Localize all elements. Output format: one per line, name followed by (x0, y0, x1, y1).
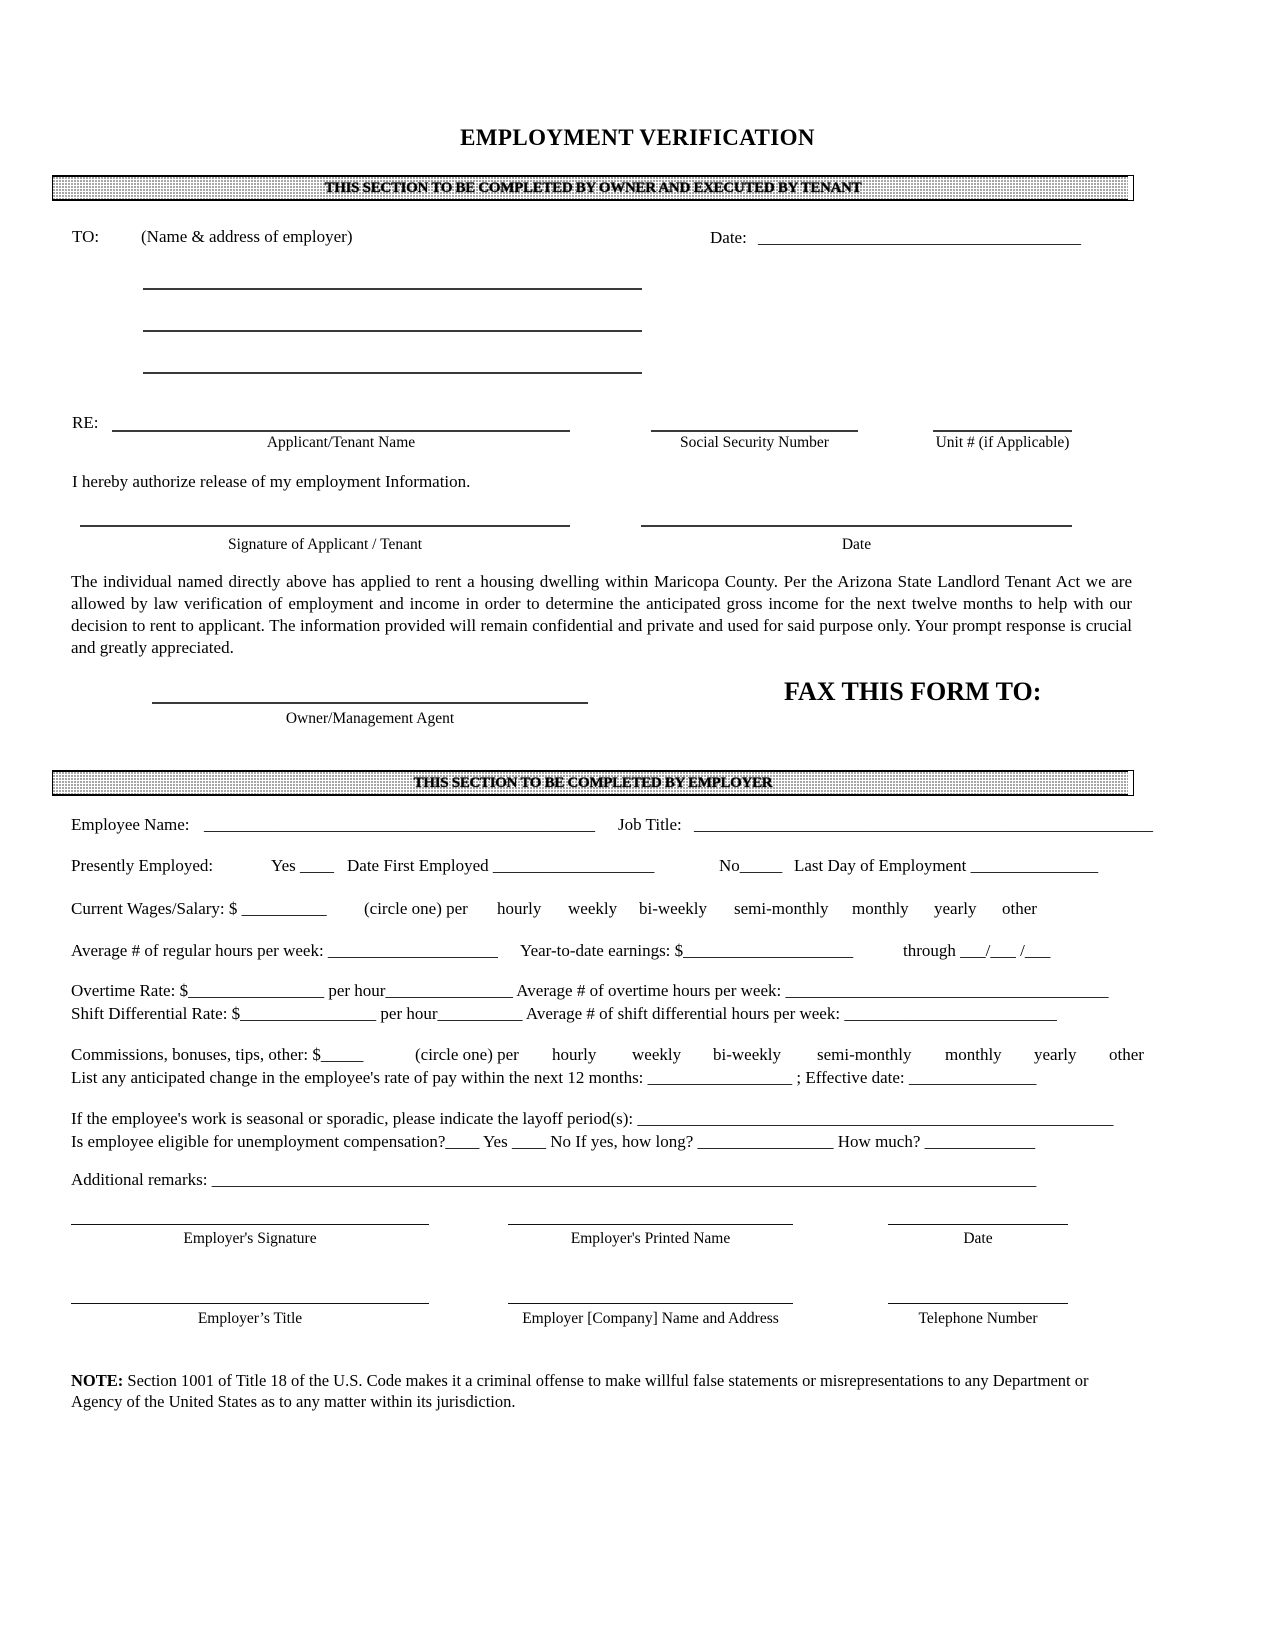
additional-remarks-field[interactable]: Additional remarks: _________________________________________________________________________________________________ (71, 1170, 1037, 1189)
pay-period-monthly-2[interactable]: monthly (945, 1045, 1002, 1064)
unit-number-caption: Unit # (if Applicable) (935, 434, 1070, 451)
legal-note-text: Section 1001 of Title 18 of the U.S. Code makes it a criminal offense to make willful false statements or misrepresentations to any Department or Agency of the United States as to any matter within its jurisdiction. (71, 1371, 1089, 1412)
pay-period-other-2[interactable]: other (1109, 1045, 1144, 1064)
employer-date-caption: Date (963, 1230, 993, 1247)
average-regular-hours-field[interactable]: Average # of regular hours per week: ____________________ (71, 941, 498, 960)
applicant-signature-line[interactable] (80, 525, 570, 527)
employer-section-banner-label: THIS SECTION TO BE COMPLETED BY EMPLOYER (413, 774, 773, 791)
legal-note (71, 1370, 1133, 1412)
pay-period-hourly-2[interactable]: hourly (552, 1045, 597, 1064)
pay-period-semimonthly-1[interactable]: semi-monthly (734, 899, 829, 918)
to-hint: (Name & address of employer) (141, 227, 353, 246)
employer-title-caption: Employer’s Title (197, 1310, 303, 1327)
ssn-line[interactable] (651, 430, 858, 432)
applicant-signature-date-caption: Date (841, 536, 872, 553)
employer-section-banner (52, 770, 1134, 796)
date-field[interactable]: ______________________________________ (758, 228, 1081, 247)
pay-period-hourly-1[interactable]: hourly (497, 899, 542, 918)
ssn-caption: Social Security Number (680, 434, 829, 451)
employer-date-line[interactable] (888, 1224, 1068, 1225)
unemployment-eligibility-field[interactable]: Is employee eligible for unemployment compensation?____ Yes ____ No If yes, how long? ________________ How much? _____________ (71, 1132, 1036, 1151)
shift-differential-rate-field[interactable]: Shift Differential Rate: $________________ per hour__________ Average # of shift differential hours per week: _________________________ (71, 1004, 1057, 1023)
pay-period-biweekly-1[interactable]: bi-weekly (639, 899, 707, 918)
current-wages-label[interactable]: Current Wages/Salary: $ __________ (71, 899, 327, 918)
employer-signature-caption: Employer's Signature (183, 1230, 317, 1247)
date-label: Date: (710, 228, 747, 247)
employer-printed-name-caption: Employer's Printed Name (570, 1230, 731, 1247)
applicant-signature-caption: Signature of Applicant / Tenant (227, 536, 423, 553)
presently-employed-no[interactable]: No_____ (719, 856, 783, 875)
pay-period-other-1[interactable]: other (1002, 899, 1037, 918)
owner-agent-line[interactable] (152, 702, 588, 704)
employer-title-line[interactable] (71, 1303, 429, 1304)
to-label: TO: (72, 227, 100, 246)
employer-address-line-2[interactable] (143, 330, 642, 332)
employee-name-field[interactable]: ______________________________________________ (204, 815, 595, 834)
job-title-field[interactable]: ______________________________________________________ (694, 815, 1153, 834)
presently-employed-label: Presently Employed: (71, 856, 214, 875)
applicant-name-caption: Applicant/Tenant Name (266, 434, 416, 451)
pay-period-semimonthly-2[interactable]: semi-monthly (817, 1045, 912, 1064)
re-label: RE: (72, 413, 99, 432)
pay-period-weekly-2[interactable]: weekly (632, 1045, 682, 1064)
applicant-signature-date-line[interactable] (641, 525, 1072, 527)
telephone-number-caption: Telephone Number (918, 1310, 1038, 1327)
circle-one-per-label-1: (circle one) per (364, 899, 468, 918)
employer-printed-name-line[interactable] (508, 1224, 793, 1225)
pay-period-yearly-1[interactable]: yearly (934, 899, 977, 918)
telephone-number-line[interactable] (888, 1303, 1068, 1304)
pay-period-weekly-1[interactable]: weekly (568, 899, 618, 918)
employer-signature-line[interactable] (71, 1224, 429, 1225)
authorization-statement: I hereby authorize release of my employment Information. (72, 472, 471, 491)
anticipated-pay-change-field[interactable]: List any anticipated change in the employee's rate of pay within the next 12 months: _________________ ; Effective date: _______________ (71, 1068, 1037, 1087)
applicant-name-line[interactable] (112, 430, 570, 432)
employee-name-label: Employee Name: (71, 815, 190, 834)
owner-section-banner-cap (1128, 175, 1134, 201)
pay-period-monthly-1[interactable]: monthly (852, 899, 909, 918)
employer-address-line-1[interactable] (143, 288, 642, 290)
employer-section-banner-cap (1128, 770, 1134, 796)
pay-period-biweekly-2[interactable]: bi-weekly (713, 1045, 781, 1064)
job-title-label: Job Title: (618, 815, 682, 834)
unit-number-line[interactable] (933, 430, 1072, 432)
owner-agent-caption: Owner/Management Agent (285, 710, 455, 727)
page-title: EMPLOYMENT VERIFICATION (460, 125, 815, 150)
through-date-field[interactable]: through ___/___ /___ (903, 941, 1051, 960)
company-name-line[interactable] (508, 1303, 793, 1304)
fax-heading: FAX THIS FORM TO: (784, 677, 1042, 706)
overtime-rate-field[interactable]: Overtime Rate: $________________ per hour_______________ Average # of overtime hours per week: ______________________________________ (71, 981, 1109, 1000)
circle-one-per-label-2: (circle one) per (415, 1045, 519, 1064)
commissions-label[interactable]: Commissions, bonuses, tips, other: $_____ (71, 1045, 364, 1064)
owner-section-banner (52, 175, 1134, 201)
ytd-earnings-field[interactable]: Year-to-date earnings: $____________________ (520, 941, 854, 960)
employer-address-line-3[interactable] (143, 372, 642, 374)
legal-note-prefix: NOTE: (71, 1371, 124, 1390)
seasonal-layoff-field[interactable]: If the employee's work is seasonal or sporadic, please indicate the layoff period(s): ________________________________________________________ (71, 1109, 1114, 1128)
last-day-of-employment-field[interactable]: Last Day of Employment _______________ (794, 856, 1099, 875)
pay-period-yearly-2[interactable]: yearly (1034, 1045, 1077, 1064)
presently-employed-yes[interactable]: Yes ____ (271, 856, 334, 875)
owner-section-banner-label: THIS SECTION TO BE COMPLETED BY OWNER AND EXECUTED BY TENANT (324, 179, 862, 196)
company-name-caption: Employer [Company] Name and Address (522, 1310, 779, 1327)
date-first-employed-field[interactable]: Date First Employed ___________________ (347, 856, 655, 875)
consent-paragraph: The individual named directly above has applied to rent a housing dwelling within Maricopa County. Per the Arizona State Landlord Tenant Act we are allowed by law verification of employment and income in order to determine the anticipated gross income for the next twelve months to help with our decision to rent to applicant. The information provided will remain confidential and private and used for said purpose only. Your prompt response is crucial and greatly appreciated. (71, 572, 1132, 658)
